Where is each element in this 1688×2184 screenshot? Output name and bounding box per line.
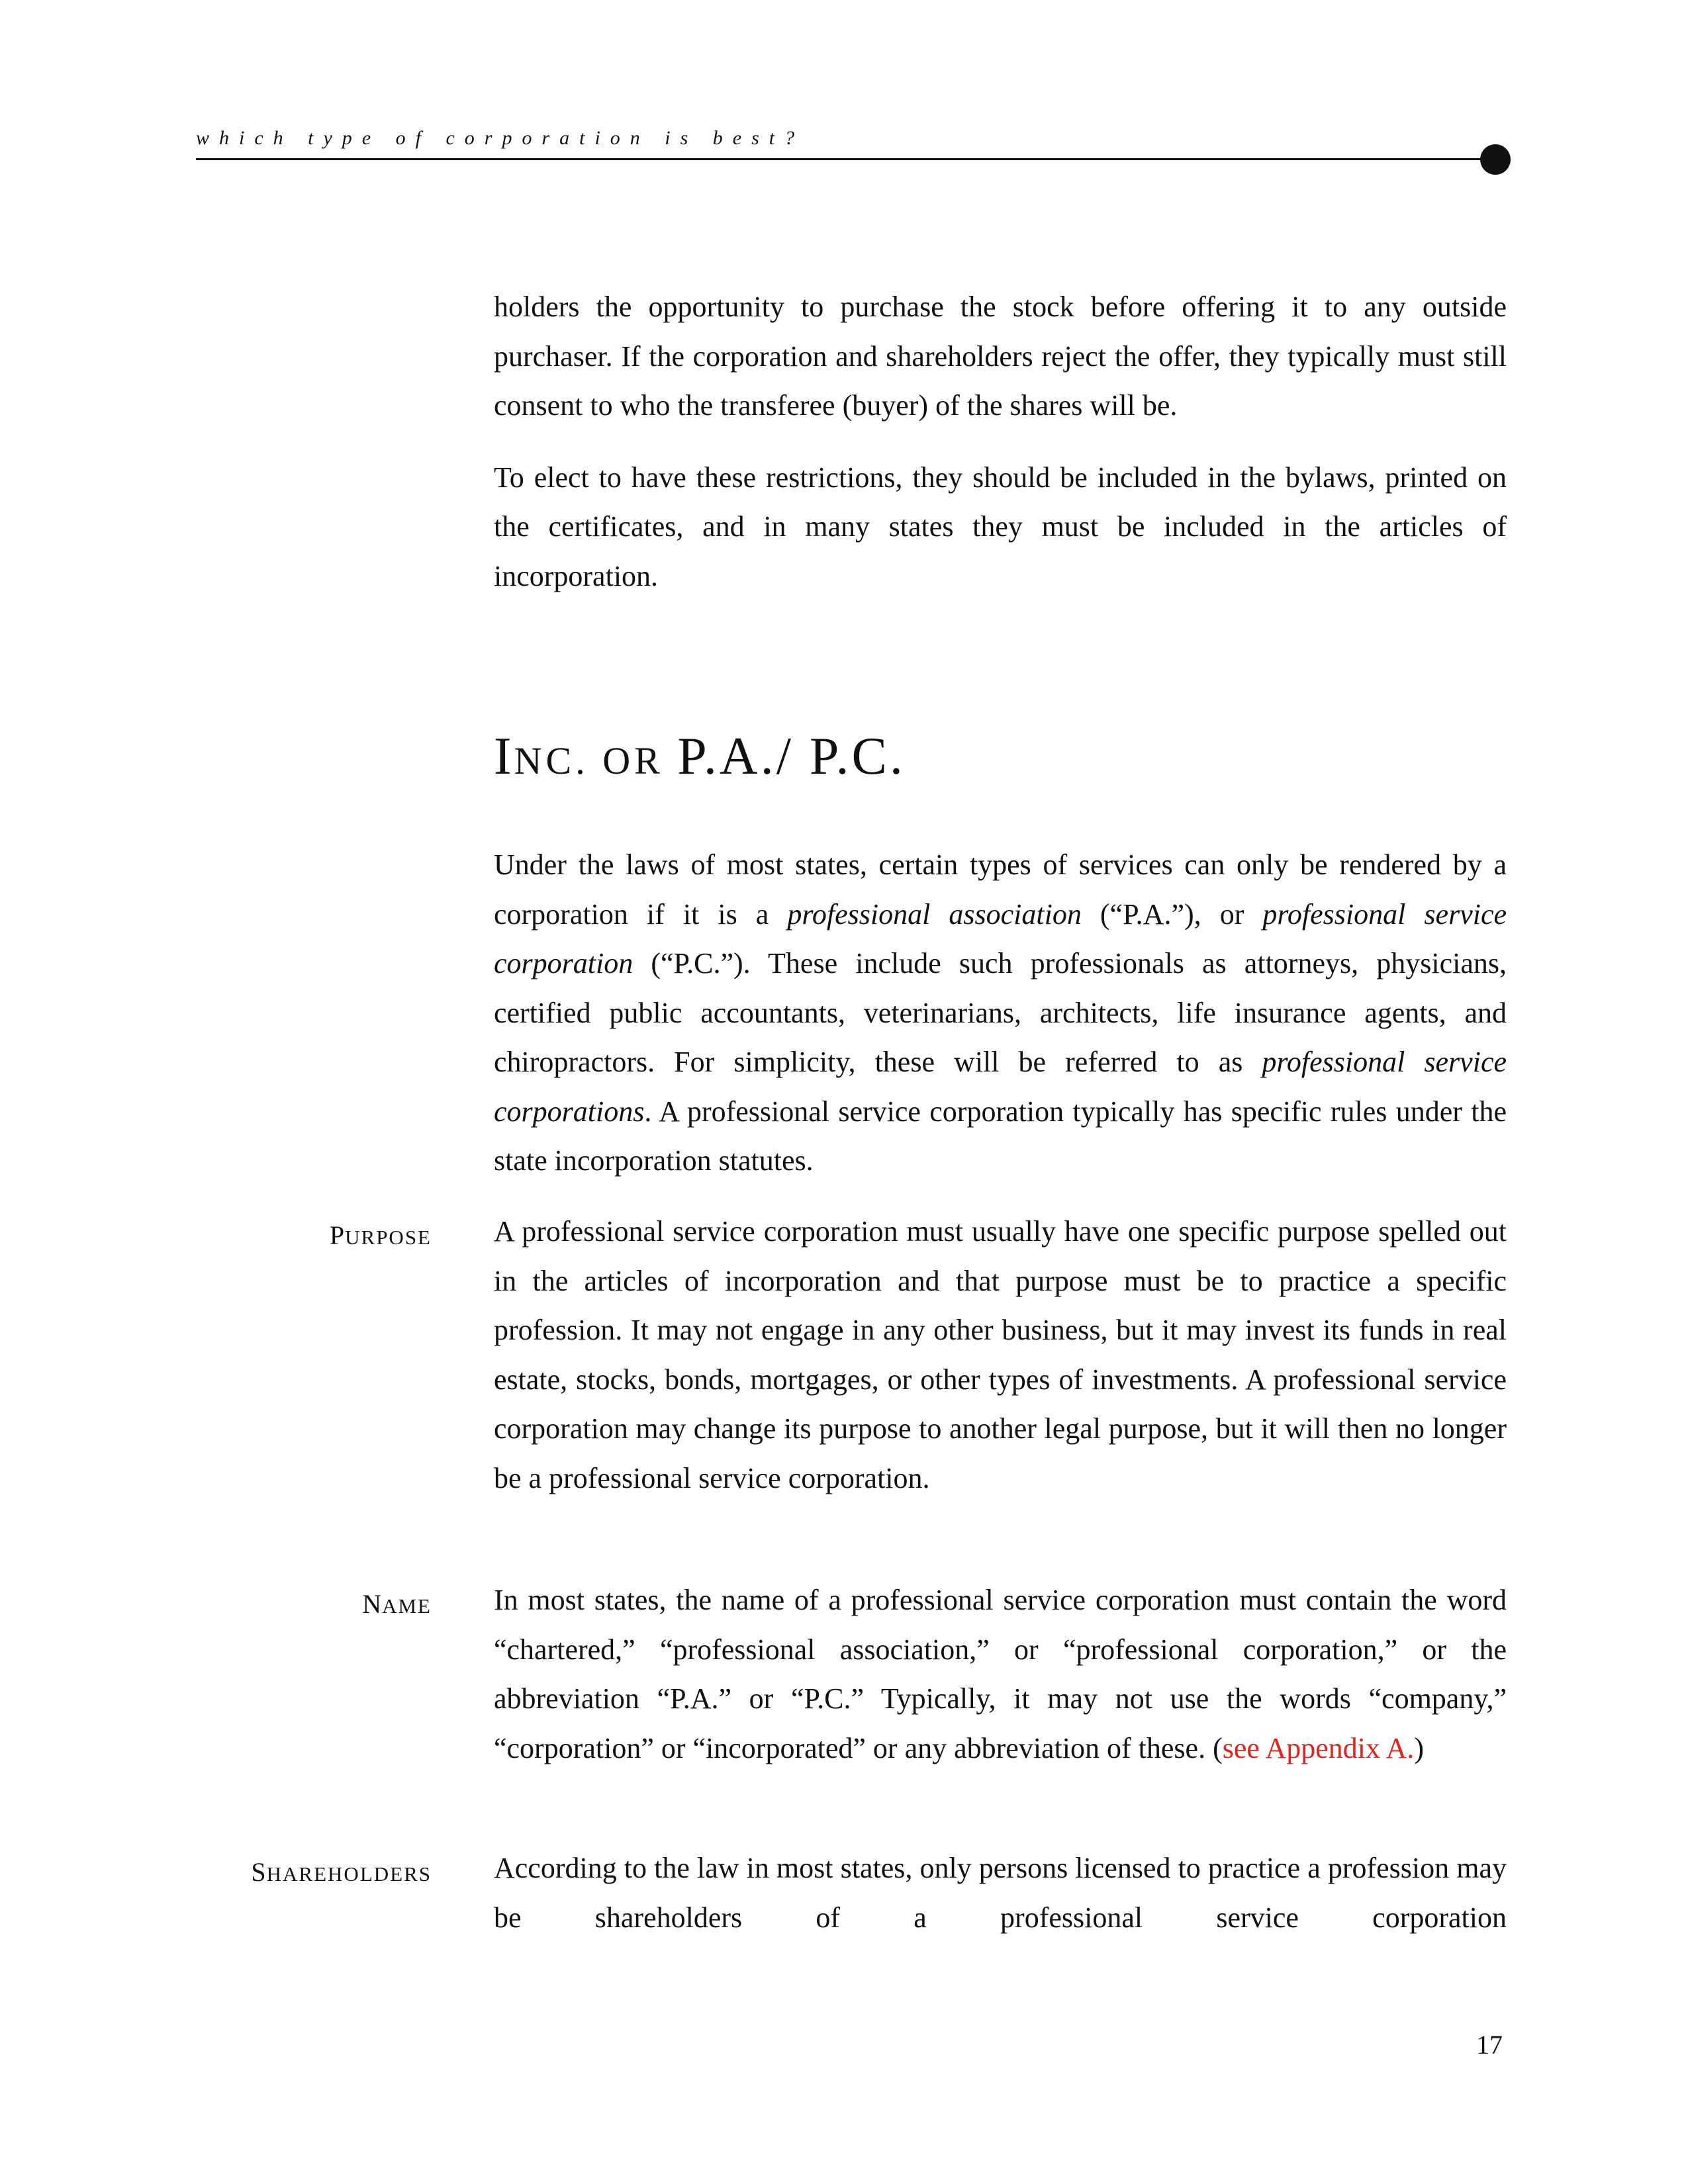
heading-smallcaps: NC. OR [514, 739, 678, 782]
intro-term-psc: professional service corporations [494, 1046, 1507, 1128]
intro-text-4: . A professional service corporation typically has specific rules under the state incorporation statutes. [494, 1095, 1507, 1177]
intro-text-3: (“P.C.”). These include such professionals as attorneys, physicians, certified public accountants, veterinarians, architects, life insurance agents, and chiropractors. For simplicity, these will be referred to as [494, 947, 1507, 1078]
name-paragraph [494, 1576, 1507, 1773]
name-text: In most states, the name of a professional service corporation must contain the word “chartered,” “professional association,” or “professional corporation,” or the abbreviation “P.A.” or “P.C.” Typically, it may not use the words “company,” “corporation” or “incorporated” or any abbreviation of these. ( [494, 1584, 1507, 1764]
heading-initial: I [494, 727, 514, 786]
margin-label-name [362, 1588, 432, 1619]
continued-paragraph-block [494, 283, 1507, 601]
label-initial: N [362, 1589, 383, 1619]
intro-text-2: (“P.A.”), or [1081, 897, 1263, 931]
label-smallcaps: HAREHOLDERS [266, 1862, 432, 1886]
name-block [494, 1576, 1507, 1773]
shareholders-block [494, 1844, 1507, 1942]
intro-paragraph [494, 841, 1507, 1186]
purpose-block [494, 1207, 1507, 1503]
paragraph-continued: holders the opportunity to purchase the stock before offering it to any outside purchaser. If the corporation and shareholders reject the offer, they typically must still consent to who the transferee (buyer) of the shares will be. [494, 291, 1507, 422]
purpose-paragraph: A professional service corporation must usually have one specific purpose spelled out in the articles of incorporation and that purpose must be to practice a specific profession. It may not engage in any other business, but it may invest its funds in real estate, stocks, bonds, mortgages, or other types of investments. A professional service corporation may change its purpose to another legal purpose, but it will then no longer be a professional service corporation. [494, 1215, 1507, 1494]
margin-label-shareholders [251, 1856, 432, 1888]
label-initial: S [251, 1857, 267, 1887]
page-number: 17 [1476, 2030, 1503, 2060]
label-smallcaps: URPOSE [345, 1226, 432, 1249]
name-text-end: ) [1414, 1731, 1425, 1764]
intro-text-1: Under the laws of most states, certain types of services can only be rendered by a corporation if it is a [494, 848, 1507, 931]
intro-term-pa: professional association [787, 897, 1082, 931]
paragraph-restrictions: To elect to have these restrictions, they should be included in the bylaws, printed on the certificates, and in many states they must be included in the articles of incorporation. [494, 461, 1507, 592]
appendix-a-link[interactable]: see Appendix A. [1222, 1731, 1415, 1764]
header-dot [1480, 144, 1511, 175]
heading-rest: P.A./ P.C. [677, 727, 906, 786]
header-rule [196, 158, 1497, 160]
intro-term-pc: professional service corporation [494, 897, 1507, 979]
shareholders-paragraph: According to the law in most states, only persons licensed to practice a profession may be shareholders of a professional service corporation [494, 1852, 1507, 1934]
intro-block [494, 841, 1507, 1186]
running-head: which type of corporation is best? [196, 127, 805, 149]
label-smallcaps: AME [382, 1594, 432, 1617]
margin-label-purpose [330, 1220, 432, 1251]
section-heading [494, 723, 906, 794]
label-initial: P [329, 1220, 346, 1250]
